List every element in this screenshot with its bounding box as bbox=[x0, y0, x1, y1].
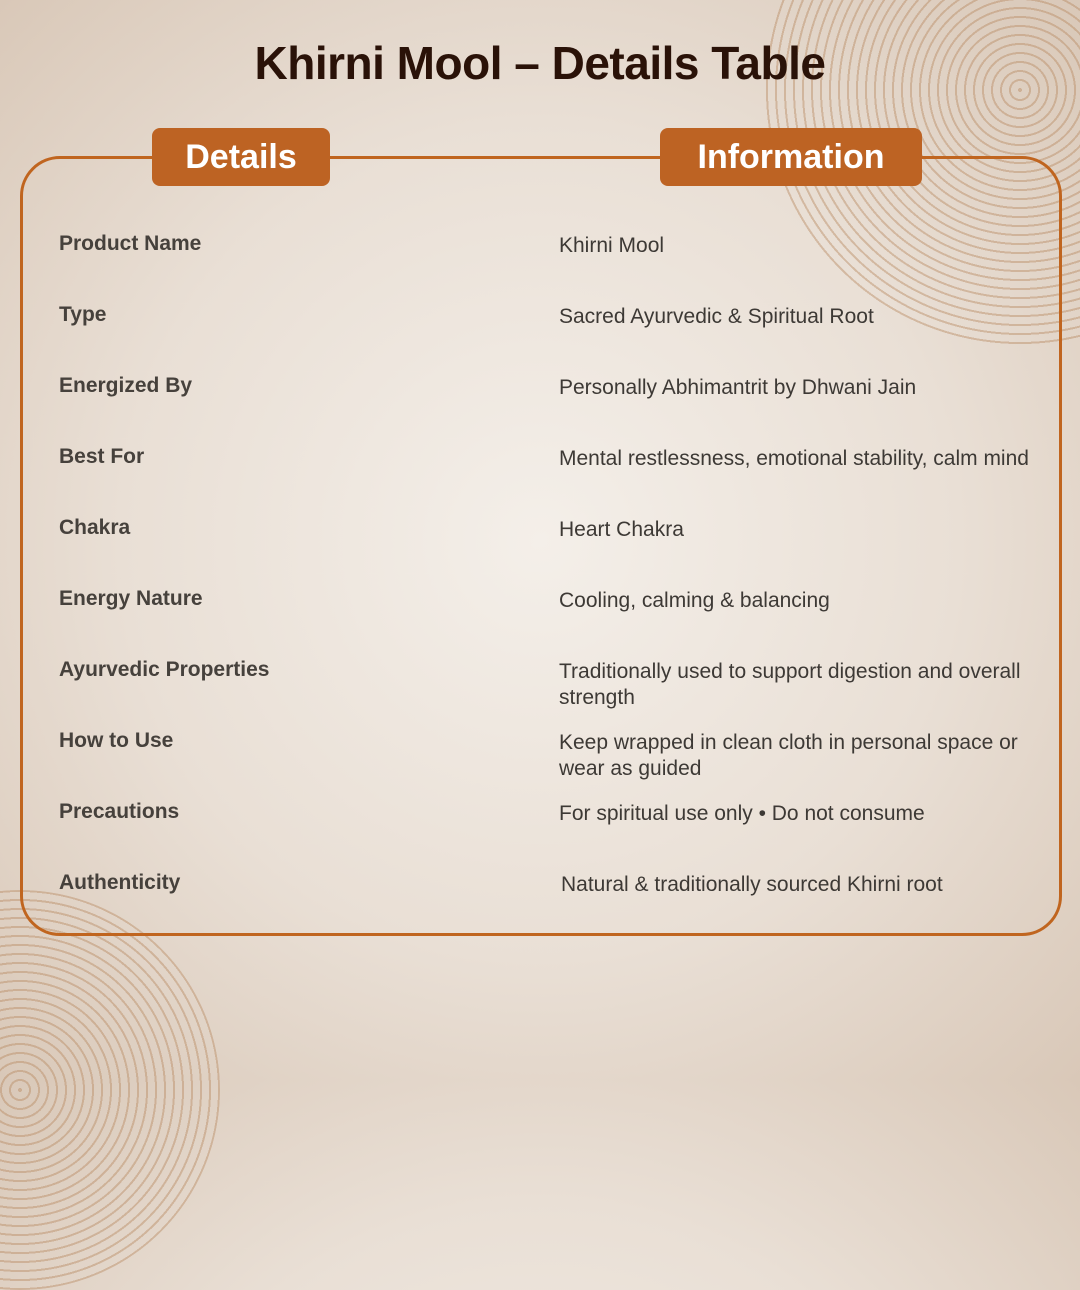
row-label: Best For bbox=[59, 445, 145, 468]
row-label: Product Name bbox=[59, 232, 202, 255]
row-value: Cooling, calming & balancing bbox=[559, 589, 830, 612]
row-label: Type bbox=[59, 303, 107, 326]
row-label: Chakra bbox=[59, 516, 131, 539]
row-label: Ayurvedic Properties bbox=[59, 658, 270, 681]
row-value: Heart Chakra bbox=[559, 518, 684, 541]
mandala-decoration-bottom-left bbox=[0, 890, 220, 1290]
row-value: Natural & traditionally sourced Khirni root bbox=[561, 873, 943, 896]
information-header: Information bbox=[660, 128, 922, 186]
row-value: Traditionally used to support digestion and overall strength bbox=[559, 660, 1021, 709]
row-label: Energy Nature bbox=[59, 587, 203, 610]
row-label: Energized By bbox=[59, 374, 193, 397]
row-value: For spiritual use only • Do not consume bbox=[559, 802, 925, 825]
row-value: Personally Abhimantrit by Dhwani Jain bbox=[559, 376, 917, 399]
page-title: Khirni Mool – Details Table bbox=[254, 37, 826, 89]
details-header: Details bbox=[152, 128, 330, 186]
row-label: Authenticity bbox=[59, 871, 181, 894]
row-value: Sacred Ayurvedic & Spiritual Root bbox=[559, 305, 874, 328]
row-value: Khirni Mool bbox=[559, 234, 665, 257]
row-label: Precautions bbox=[59, 800, 180, 823]
row-value: Mental restlessness, emotional stability, calm mind bbox=[559, 447, 1029, 470]
row-label: How to Use bbox=[59, 729, 174, 752]
row-value: Keep wrapped in clean cloth in personal space or wear as guided bbox=[559, 731, 1018, 780]
